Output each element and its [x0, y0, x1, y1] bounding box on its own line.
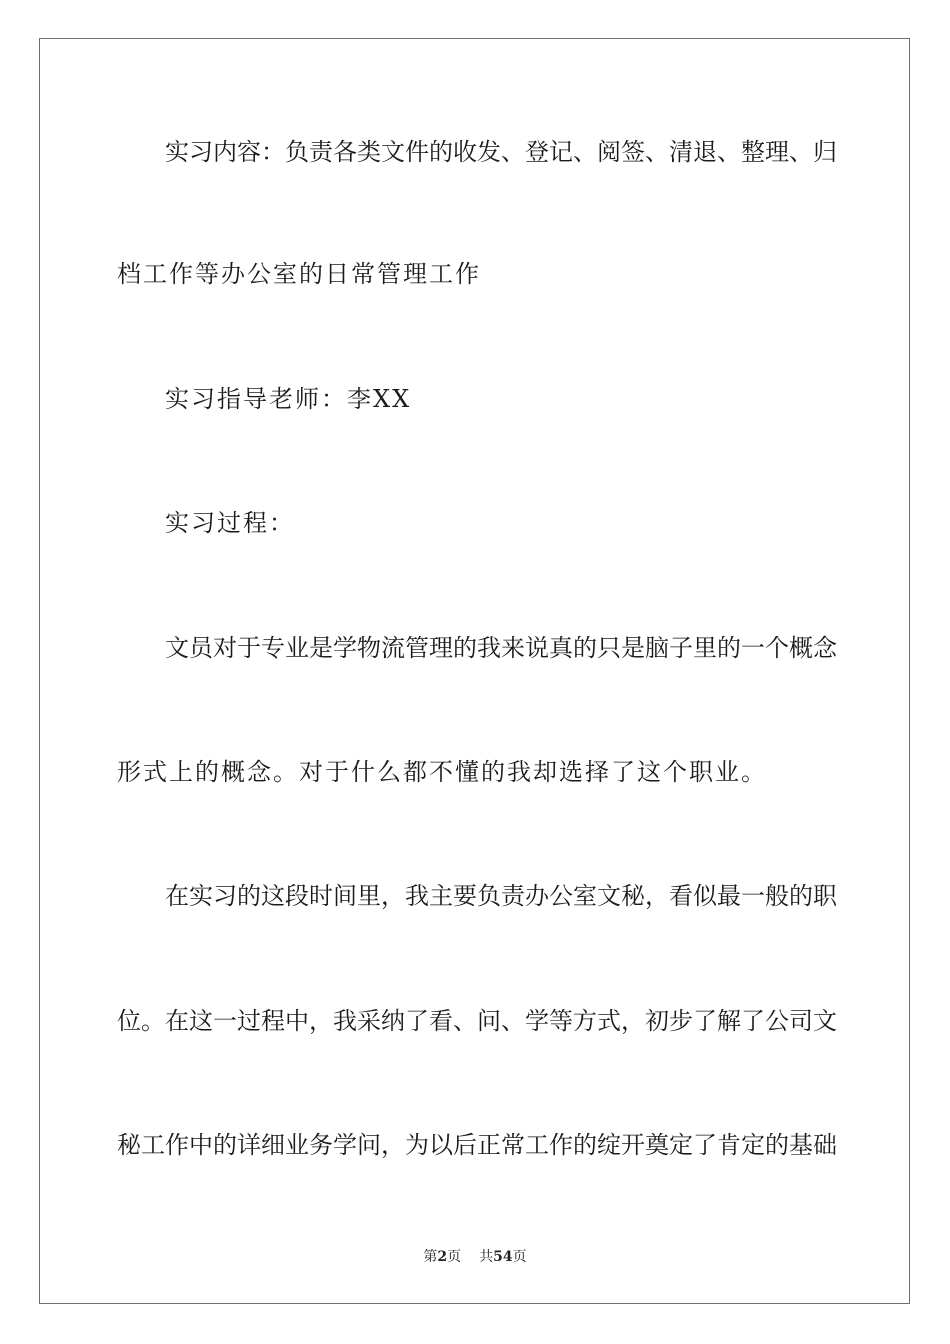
footer-total-number: 54	[493, 1249, 513, 1265]
paragraph-internship-content-line-1: 实习内容：负责各类文件的收发、登记、阅签、清退、整理、归	[165, 138, 837, 166]
paragraph-clerk-concept-line-2: 形式上的概念。对于什么都不懂的我却选择了这个职业。	[117, 758, 767, 786]
paragraph-supervisor: 实习指导老师：李XX	[165, 385, 412, 413]
page-footer	[0, 1247, 950, 1267]
paragraph-internship-duty-line-2: 位。在这一过程中，我采纳了看、问、学等方式，初步了解了公司文	[117, 1007, 837, 1035]
paragraph-internship-content-line-2: 档工作等办公室的日常管理工作	[117, 260, 481, 288]
footer-page-prefix: 第	[423, 1249, 438, 1265]
paragraph-internship-duty-line-3: 秘工作中的详细业务学问，为以后正常工作的绽开奠定了肯定的基础	[117, 1131, 837, 1159]
paragraph-clerk-concept-line-1: 文员对于专业是学物流管理的我来说真的只是脑子里的一个概念	[165, 634, 837, 662]
paragraph-internship-duty-line-1: 在实习的这段时间里，我主要负责办公室文秘，看似最一般的职	[165, 882, 837, 910]
footer-total-suffix: 页	[512, 1249, 527, 1265]
page-border	[39, 38, 910, 1304]
footer-total-prefix: 共	[479, 1249, 494, 1265]
footer-page-suffix: 页	[447, 1249, 462, 1265]
footer-page-number: 2	[437, 1249, 448, 1265]
paragraph-process-heading: 实习过程：	[165, 509, 295, 537]
